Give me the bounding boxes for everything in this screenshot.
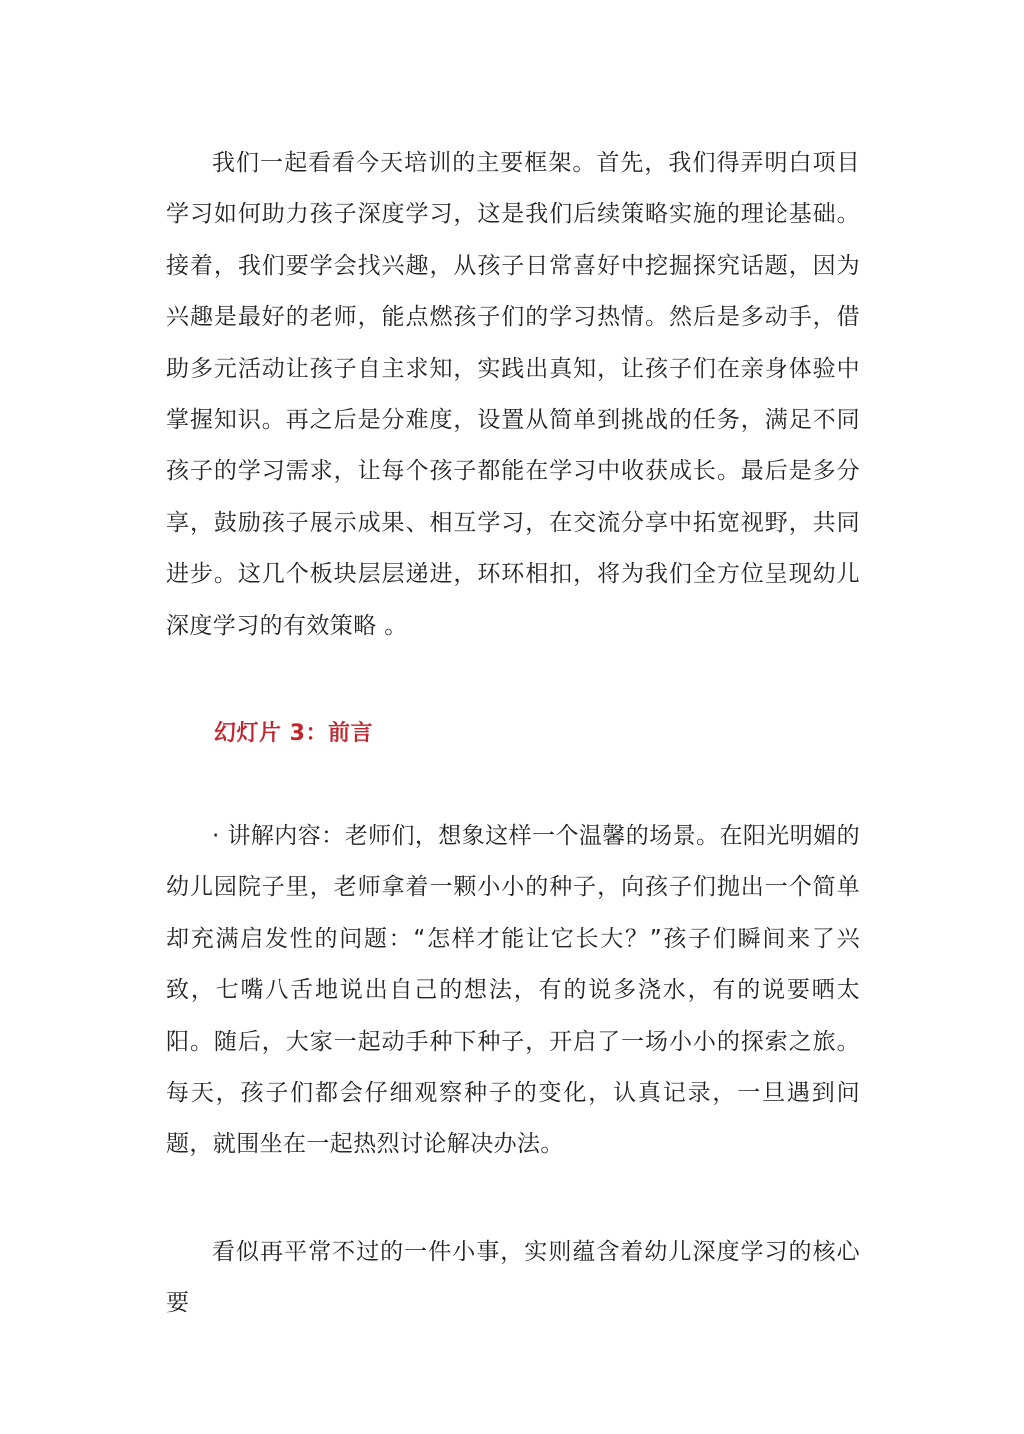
core-paragraph: 看似再平常不过的一件小事，实则蕴含着幼儿深度学习的核心要: [166, 1239, 860, 1317]
slide-heading: 幻灯片 3：前言: [214, 721, 373, 746]
framework-paragraph: 我们一起看看今天培训的主要框架。首先，我们得弄明白项目学习如何助力孩子深度学习，这是我们后续策略实施的理论基础。接着，我们要学会找兴趣，从孩子日常喜好中挖掘探究话题，因为兴趣是最好的老师，能点燃孩子们的学习热情。然后是多动手，借助多元活动让孩子自主求知，实践出真知，让孩子们在亲身体验中掌握知识。再之后是分难度，设置从简单到挑战的任务，满足不同孩子的学习需求，让每个孩子都能在学习中收获成长。最后是多分享，鼓励孩子展示成果、相互学习，在交流分享中拓宽视野，共同进步。这几个板块层层递进，环环相扣，将为我们全方位呈现幼儿深度学习的有效策略 。: [166, 150, 860, 639]
explanation-paragraph: · 讲解内容：老师们，想象这样一个温馨的场景。在阳光明媚的幼儿园院子里，老师拿着一颗小小的种子，向孩子们抛出一个简单却充满启发性的问题：“怎样才能让它长大？”孩子们瞬间来了兴致，七嘴八舌地说出自己的想法，有的说多浇水，有的说要晒太阳。随后，大家一起动手种下种子，开启了一场小小的探索之旅。每天，孩子们都会仔细观察种子的变化，认真记录，一旦遇到问题，就围坐在一起热烈讨论解决办法。: [166, 823, 860, 1158]
